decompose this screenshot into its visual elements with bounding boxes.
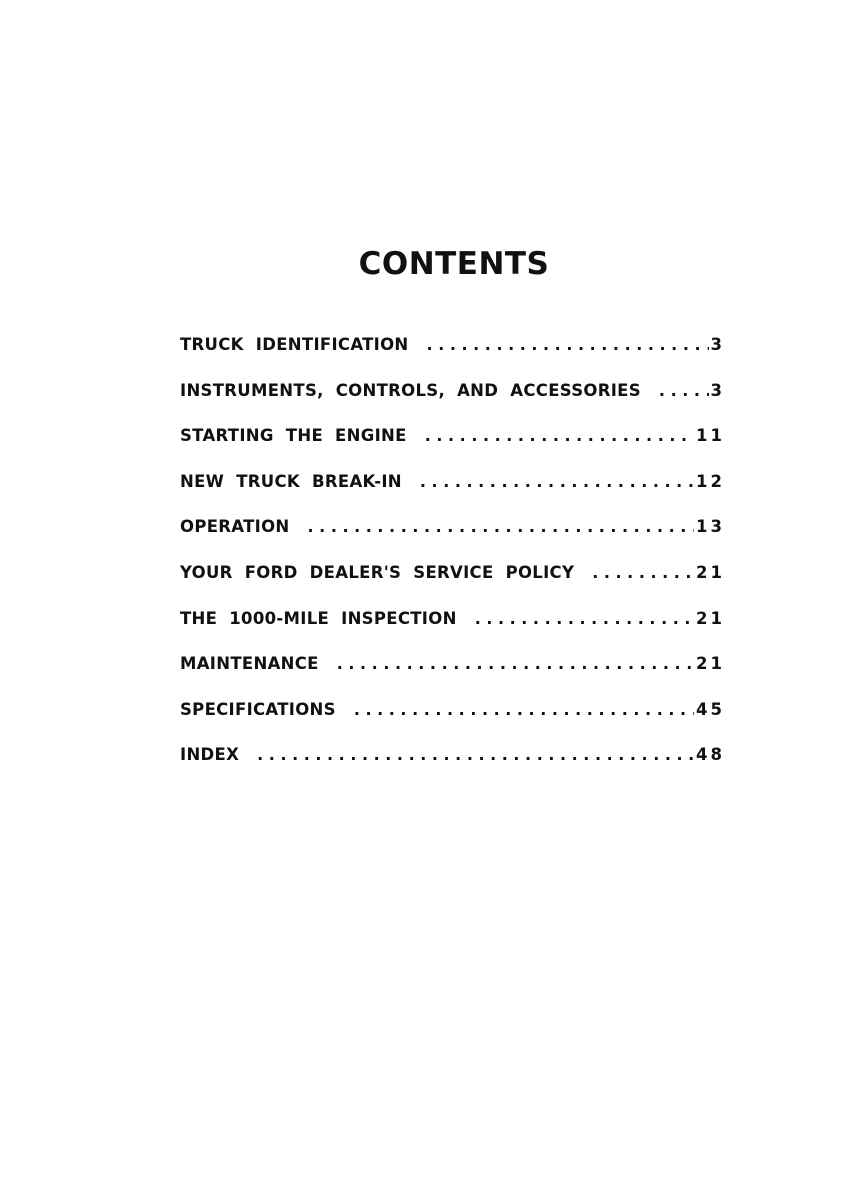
- dot-leader: [420, 467, 694, 497]
- toc-entry-label: YOUR FORD DEALER'S SERVICE POLICY: [180, 562, 575, 582]
- toc-entry-label: STARTING THE ENGINE: [180, 426, 407, 446]
- toc-entry-index: [180, 740, 725, 786]
- toc-entry-label: SPECIFICATIONS: [180, 699, 336, 719]
- toc-entry-operation: [180, 512, 725, 558]
- toc-entry-label: TRUCK IDENTIFICATION: [180, 335, 409, 354]
- toc-entry-page: 48: [696, 745, 725, 765]
- dot-leader: [354, 695, 694, 725]
- toc-entry-page: 13: [696, 517, 725, 537]
- toc-entry-page: 21: [696, 654, 725, 674]
- toc-entry-new-truck-break-in: [180, 467, 725, 513]
- dot-leader: [337, 649, 694, 679]
- toc-entry-page: 11: [696, 426, 725, 446]
- toc-entry-specifications: [180, 695, 725, 741]
- dot-leader: [257, 740, 694, 770]
- toc-entry-page: 3: [710, 380, 725, 400]
- toc-entry-label: INDEX: [180, 745, 240, 765]
- dot-leader: [659, 376, 709, 406]
- toc-entry-maintenance: [180, 649, 725, 695]
- toc-entry-label: INSTRUMENTS, CONTROLS, AND ACCESSORIES: [180, 380, 641, 400]
- toc-entry-page: 21: [696, 608, 725, 628]
- toc-entry-label: NEW TRUCK BREAK-IN: [180, 471, 402, 491]
- toc-entry-label: MAINTENANCE: [180, 654, 319, 674]
- dot-leader: [592, 558, 694, 588]
- toc-entry-page: 21: [696, 562, 725, 582]
- toc-entry-instruments-controls: [180, 376, 725, 422]
- dot-leader: [308, 512, 695, 542]
- dot-leader: [475, 604, 694, 634]
- page-title: CONTENTS: [358, 246, 550, 282]
- toc-entry-1000-mile-inspection: [180, 604, 725, 650]
- table-of-contents: [180, 330, 725, 786]
- toc-entry-page: 45: [696, 699, 725, 719]
- dot-leader: [427, 330, 709, 360]
- toc-entry-starting-engine: [180, 421, 725, 467]
- toc-entry-truck-identification: [180, 330, 725, 376]
- toc-entry-page: 3: [710, 335, 725, 354]
- toc-entry-page: 12: [696, 471, 725, 491]
- toc-entry-label: THE 1000-MILE INSPECTION: [180, 608, 457, 628]
- toc-entry-label: OPERATION: [180, 517, 290, 537]
- toc-entry-service-policy: [180, 558, 725, 604]
- dot-leader: [425, 421, 694, 451]
